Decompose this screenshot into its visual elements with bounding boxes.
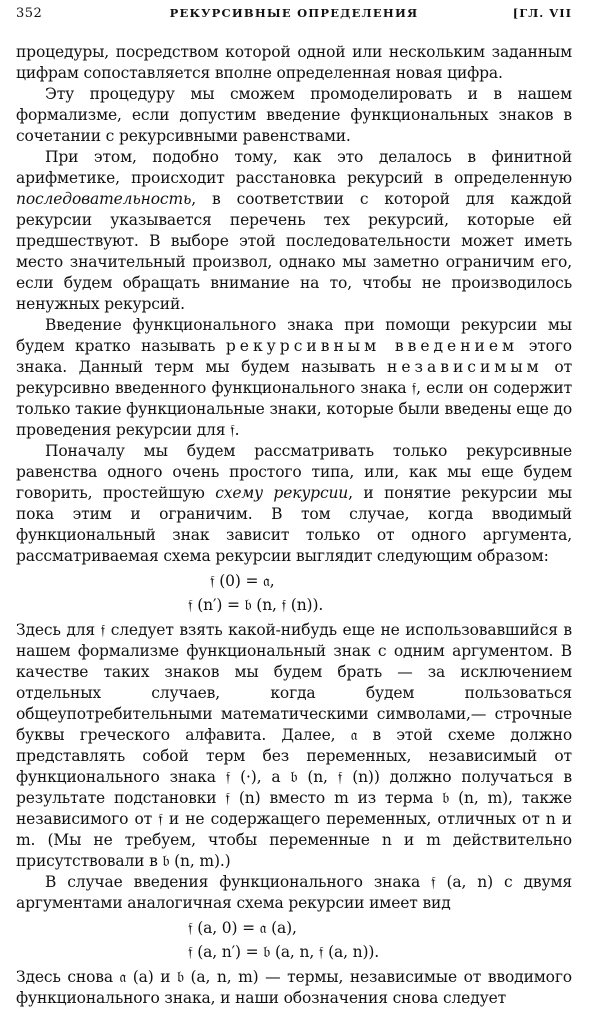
page-number: 352 — [16, 6, 43, 21]
paragraph-7: В случае введения функционального знака 𝔣 (a, n) с двумя аргументами аналогичная схема рекурсии имеет вид — [16, 873, 572, 912]
formula-1-line-2: 𝔣 (n′) = 𝔟 (n, 𝔣 (n)). — [188, 596, 324, 614]
spaced-term-recursive-introduction: рекурсивным введением — [225, 337, 519, 355]
paragraph-5 — [16, 441, 572, 567]
chapter-reference: [ГЛ. VII — [512, 6, 572, 20]
paragraph-3-text-a: При этом, подобно тому, как это делалось в финитной арифметике, происходит расстановка рекурсий в определенную — [16, 148, 572, 187]
paragraph-4 — [16, 315, 572, 441]
running-title: РЕКУРСИВНЫЕ ОПРЕДЕЛЕНИЯ — [169, 6, 419, 20]
emphasis-recursion-scheme: схему рекурсии — [215, 484, 349, 502]
formula-unary-recursion — [16, 569, 572, 617]
body-text — [16, 42, 572, 1009]
paragraph-1: процедуры, посредством которой одной или нескольким заданным цифрам сопоставляется вполне определенная новая цифра. — [16, 43, 572, 82]
formula-1-line-1: 𝔣 (0) = 𝔞, — [210, 572, 275, 590]
formula-2-line-2: 𝔣 (a, n′) = 𝔟 (a, n, 𝔣 (a, n)). — [188, 943, 380, 961]
page-header — [16, 4, 572, 26]
paragraph-6: Здесь для 𝔣 следует взять какой-нибудь еще не использовавшийся в нашем формализме функциональный знак с одним аргументом. В качестве таких знаков мы будем брать — за исключением отдельных случаев, когда будем пользоваться общеупотребительными математическими символами,— строчные буквы греческого алфавита. Далее, 𝔞 в этой схеме должно представлять собой терм без переменных, независимый от функционального знака 𝔣 (·), а 𝔟 (n, 𝔣 (n)) должно получаться в результате подстановки 𝔣 (n) вместо m из терма 𝔟 (n, m), также независимого от 𝔣 и не содержащего переменных, отличных от n и m. (Мы не требуем, чтобы переменные n и m действительно присутствовали в 𝔟 (n, m).) — [16, 621, 572, 870]
paragraph-5-text-a: Поначалу мы будем рассматривать только рекурсивные равенства одного очень простого типа, или, как мы еще будем говорить, простейшую — [16, 442, 572, 502]
paragraph-4-text-c: этого знака. Данный терм мы будем называть — [16, 337, 572, 376]
spaced-term-independent: независимым — [387, 358, 543, 376]
paragraph-2: Эту процедуру мы сможем промоделировать и в нашем формализме, если допустим введение функциональных знаков в сочетании с рекурсивными равенствами. — [16, 85, 572, 145]
paragraph-3-text-c: , в соответствии с которой для каждой рекурсии указывается перечень тех рекурсий, которые ей предшествуют. В выборе этой последовательности может иметь место значительный произвол, однако мы заметно ограничим его, если будем обращать внимание на то, чтобы не производилось ненужных рекурсий. — [16, 190, 572, 313]
formula-binary-recursion — [16, 916, 572, 964]
paragraph-3 — [16, 147, 572, 315]
emphasis-sequence: последовательность — [16, 190, 192, 208]
paragraph-4-text-a: Введение функционального знака при помощи рекурсии мы будем кратко называть — [16, 316, 572, 355]
paragraph-5-text-c: , и понятие рекурсии мы пока этим и ограничим. В том случае, когда вводимый функциональный знак зависит только от одного аргумента, рассматриваемая схема рекурсии выглядит следующим образом: — [16, 484, 572, 565]
formula-2-line-1: 𝔣 (a, 0) = 𝔞 (a), — [188, 919, 297, 937]
paragraph-8: Здесь снова 𝔞 (a) и 𝔟 (a, n, m) — термы, независимые от вводимого функционального знака, и наши обозначения снова следует — [16, 968, 572, 1007]
book-page — [16, 4, 572, 1009]
paragraph-4-text-e: от рекурсивно введенного функционального знака 𝔣, если он содержит только такие функциональные знаки, которые были введены еще до проведения рекурсии для 𝔣. — [16, 358, 572, 439]
